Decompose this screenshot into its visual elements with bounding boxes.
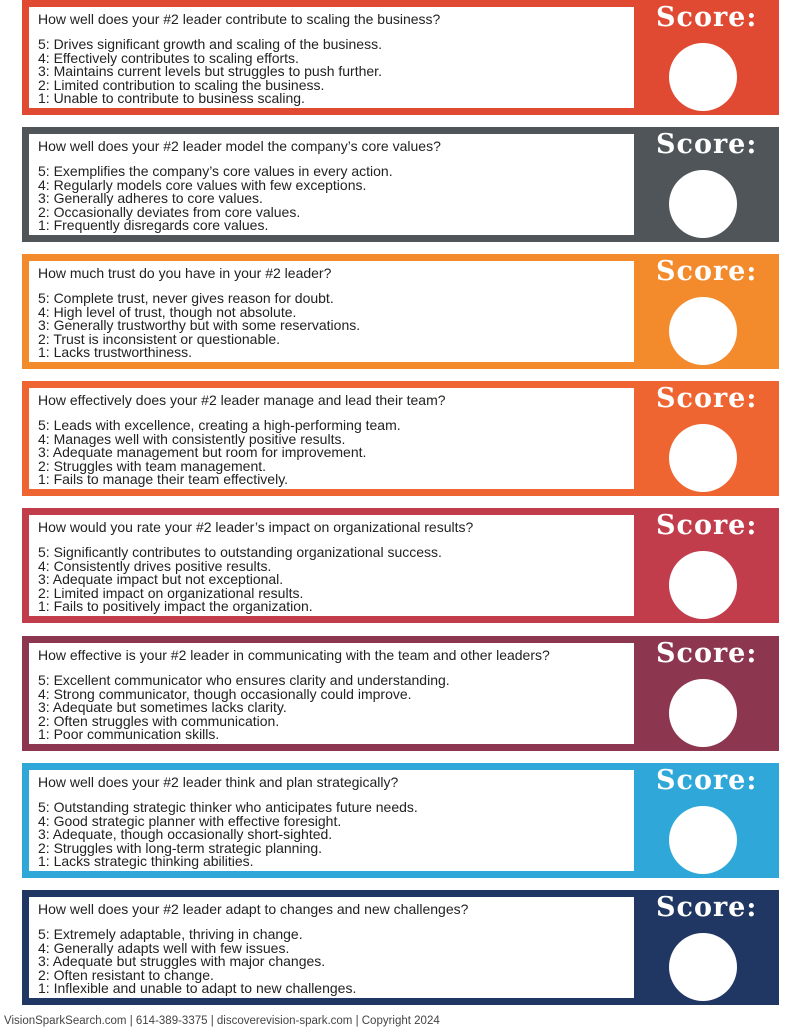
score-label: Score:: [656, 638, 758, 669]
question-text: How effective is your #2 leader in communicating with the team and other leaders?: [38, 647, 550, 663]
option-2: 2: Limited contribution to scaling the business.: [38, 76, 325, 93]
question-card-6: [22, 636, 779, 751]
score-label: Score:: [656, 383, 758, 414]
option-2: 2: Trust is inconsistent or questionable.: [38, 330, 281, 347]
option-3: 3: Adequate management but room for improvement.: [38, 444, 367, 461]
option-3: 3: Adequate but sometimes lacks clarity.: [38, 699, 287, 716]
question-card-1: [22, 0, 779, 115]
option-4: 4: Good strategic planner with effective foresight.: [38, 812, 342, 829]
option-1: 1: Lacks trustworthiness.: [38, 344, 193, 361]
option-5: 5: Excellent communicator who ensures clarity and understanding.: [38, 672, 450, 688]
option-3: 3: Generally adheres to core values.: [38, 190, 263, 207]
option-2: 2: Struggles with long-term strategic planning.: [38, 839, 323, 856]
score-circle[interactable]: [669, 933, 737, 1001]
score-circle[interactable]: [669, 43, 737, 111]
question-text: How well does your #2 leader model the company’s core values?: [38, 138, 441, 154]
option-5: 5: Complete trust, never gives reason for doubt.: [38, 290, 334, 306]
question-text: How well does your #2 leader contribute to scaling the business?: [38, 11, 441, 27]
option-2: 2: Limited impact on organizational results.: [38, 584, 304, 601]
option-3: 3: Maintains current levels but struggles to push further.: [38, 63, 382, 80]
option-2: 2: Struggles with team management.: [38, 457, 267, 474]
option-1: 1: Frequently disregards core values.: [38, 217, 269, 234]
score-label: Score:: [656, 129, 758, 160]
option-4: 4: High level of trust, though not absolute.: [38, 303, 297, 320]
option-5: 5: Outstanding strategic thinker who anticipates future needs.: [38, 799, 418, 815]
option-5: 5: Leads with excellence, creating a high-performing team.: [38, 417, 401, 433]
question-panel: [29, 134, 634, 235]
option-1: 1: Fails to positively impact the organization.: [38, 598, 313, 615]
question-card-5: [22, 508, 779, 623]
question-text: How would you rate your #2 leader’s impact on organizational results?: [38, 519, 474, 535]
question-panel: [29, 388, 634, 489]
option-4: 4: Effectively contributes to scaling efforts.: [38, 49, 299, 66]
question-card-3: [22, 254, 779, 369]
question-text: How well does your #2 leader think and plan strategically?: [38, 774, 399, 790]
option-5: 5: Extremely adaptable, thriving in change.: [38, 926, 303, 942]
score-label: Score:: [656, 510, 758, 541]
question-panel: [29, 897, 634, 998]
option-3: 3: Adequate impact but not exceptional.: [38, 571, 284, 588]
question-panel: [29, 7, 634, 108]
footer-contact: VisionSparkSearch.com | 614-389-3375 | discoverevision-spark.com | Copyright 2024: [4, 1015, 440, 1027]
score-circle[interactable]: [669, 424, 737, 492]
option-4: 4: Manages well with consistently positive results.: [38, 430, 346, 447]
option-1: 1: Lacks strategic thinking abilities.: [38, 853, 254, 870]
question-card-4: [22, 381, 779, 496]
option-1: 1: Fails to manage their team effectively.: [38, 471, 289, 488]
option-4: 4: Regularly models core values with few exceptions.: [38, 176, 367, 193]
option-5: 5: Exemplifies the company’s core values in every action.: [38, 163, 393, 179]
option-2: 2: Occasionally deviates from core values.: [38, 203, 301, 220]
score-circle[interactable]: [669, 551, 737, 619]
question-panel: [29, 643, 634, 744]
option-3: 3: Adequate, though occasionally short-sighted.: [38, 826, 333, 843]
score-circle[interactable]: [669, 679, 737, 747]
question-text: How much trust do you have in your #2 leader?: [38, 265, 332, 281]
score-circle[interactable]: [669, 170, 737, 238]
option-1: 1: Inflexible and unable to adapt to new challenges.: [38, 980, 357, 997]
question-text: How effectively does your #2 leader manage and lead their team?: [38, 392, 446, 408]
question-panel: [29, 770, 634, 871]
option-4: 4: Generally adapts well with few issues.: [38, 939, 290, 956]
score-label: Score:: [656, 2, 758, 33]
question-text: How well does your #2 leader adapt to changes and new challenges?: [38, 901, 469, 917]
score-circle[interactable]: [669, 297, 737, 365]
question-card-8: [22, 890, 779, 1005]
option-3: 3: Adequate but struggles with major changes.: [38, 953, 326, 970]
option-4: 4: Strong communicator, though occasionally could improve.: [38, 685, 412, 702]
score-label: Score:: [656, 765, 758, 796]
option-5: 5: Drives significant growth and scaling of the business.: [38, 36, 382, 52]
option-3: 3: Generally trustworthy but with some reservations.: [38, 317, 361, 334]
score-label: Score:: [656, 256, 758, 287]
option-2: 2: Often struggles with communication.: [38, 712, 280, 729]
score-label: Score:: [656, 892, 758, 923]
score-circle[interactable]: [669, 806, 737, 874]
question-panel: [29, 515, 634, 616]
option-2: 2: Often resistant to change.: [38, 966, 214, 983]
option-1: 1: Unable to contribute to business scaling.: [38, 90, 305, 107]
question-panel: [29, 261, 634, 362]
option-1: 1: Poor communication skills.: [38, 726, 220, 743]
option-5: 5: Significantly contributes to outstanding organizational success.: [38, 544, 442, 560]
option-4: 4: Consistently drives positive results.: [38, 557, 272, 574]
question-card-2: [22, 127, 779, 242]
question-card-7: [22, 763, 779, 878]
